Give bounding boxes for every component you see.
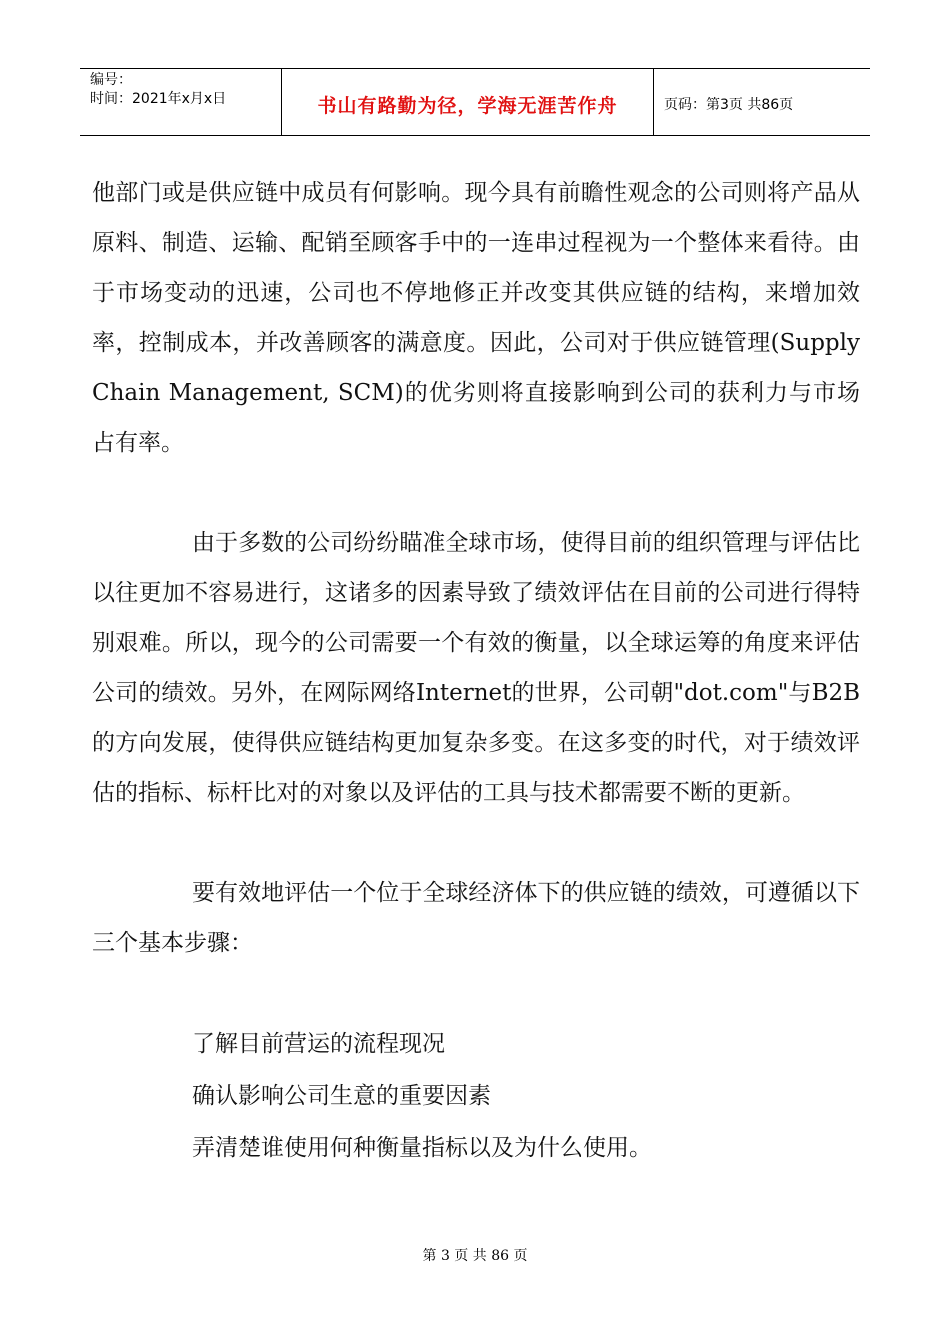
paragraph-3: 要有效地评估一个位于全球经济体下的供应链的绩效，可遵循以下三个基本步骤： [92, 880, 860, 956]
page-footer: 第 3 页 共 86 页 [422, 1248, 528, 1264]
header-page-number: 页码：第3页 共86页 [664, 97, 794, 113]
header-motto: 书山有路勤为径，学海无涯苦作舟 [317, 94, 618, 117]
paragraph-1: 他部门或是供应链中成员有何影响。现今具有前瞻性观念的公司则将产品从原料、制造、运输、配销至顾客手中的一连串过程视为一个整体来看待。由于市场变动的迅速，公司也不停地修正并改变其供应链的结构，来增加效率，控制成本，并改善顾客的满意度。因此，公司对于供应链管理(Supply Chain Management, SCM)的优劣则将直接影响到公司的获利力与市场占有率。 [92, 180, 860, 456]
document-number-label: 编号： [90, 72, 132, 88]
steps-list [92, 1018, 860, 1174]
step-item-3: 弄清楚谁使用何种衡量指标以及为什么使用。 [192, 1135, 652, 1161]
document-body [92, 168, 860, 1174]
step-item-2: 确认影响公司生意的重要因素 [192, 1083, 491, 1109]
document-time-label: 时间：2021年x月x日 [90, 91, 227, 107]
header-motto-cell [282, 69, 654, 135]
document-header [80, 68, 870, 136]
paragraph-2: 由于多数的公司纷纷瞄准全球市场，使得目前的组织管理与评估比以往更加不容易进行，这诸多的因素导致了绩效评估在目前的公司进行得特别艰难。所以，现今的公司需要一个有效的衡量，以全球运筹的角度来评估公司的绩效。另外，在网际网络Internet的世界，公司朝"dot.com"与B2B的方向发展，使得供应链结构更加复杂多变。在这多变的时代，对于绩效评估的指标、标杆比对的对象以及评估的工具与技术都需要不断的更新。 [92, 530, 860, 806]
header-meta-cell [80, 69, 282, 135]
step-item-1: 了解目前营运的流程现况 [192, 1031, 445, 1057]
header-page-cell [654, 69, 870, 135]
